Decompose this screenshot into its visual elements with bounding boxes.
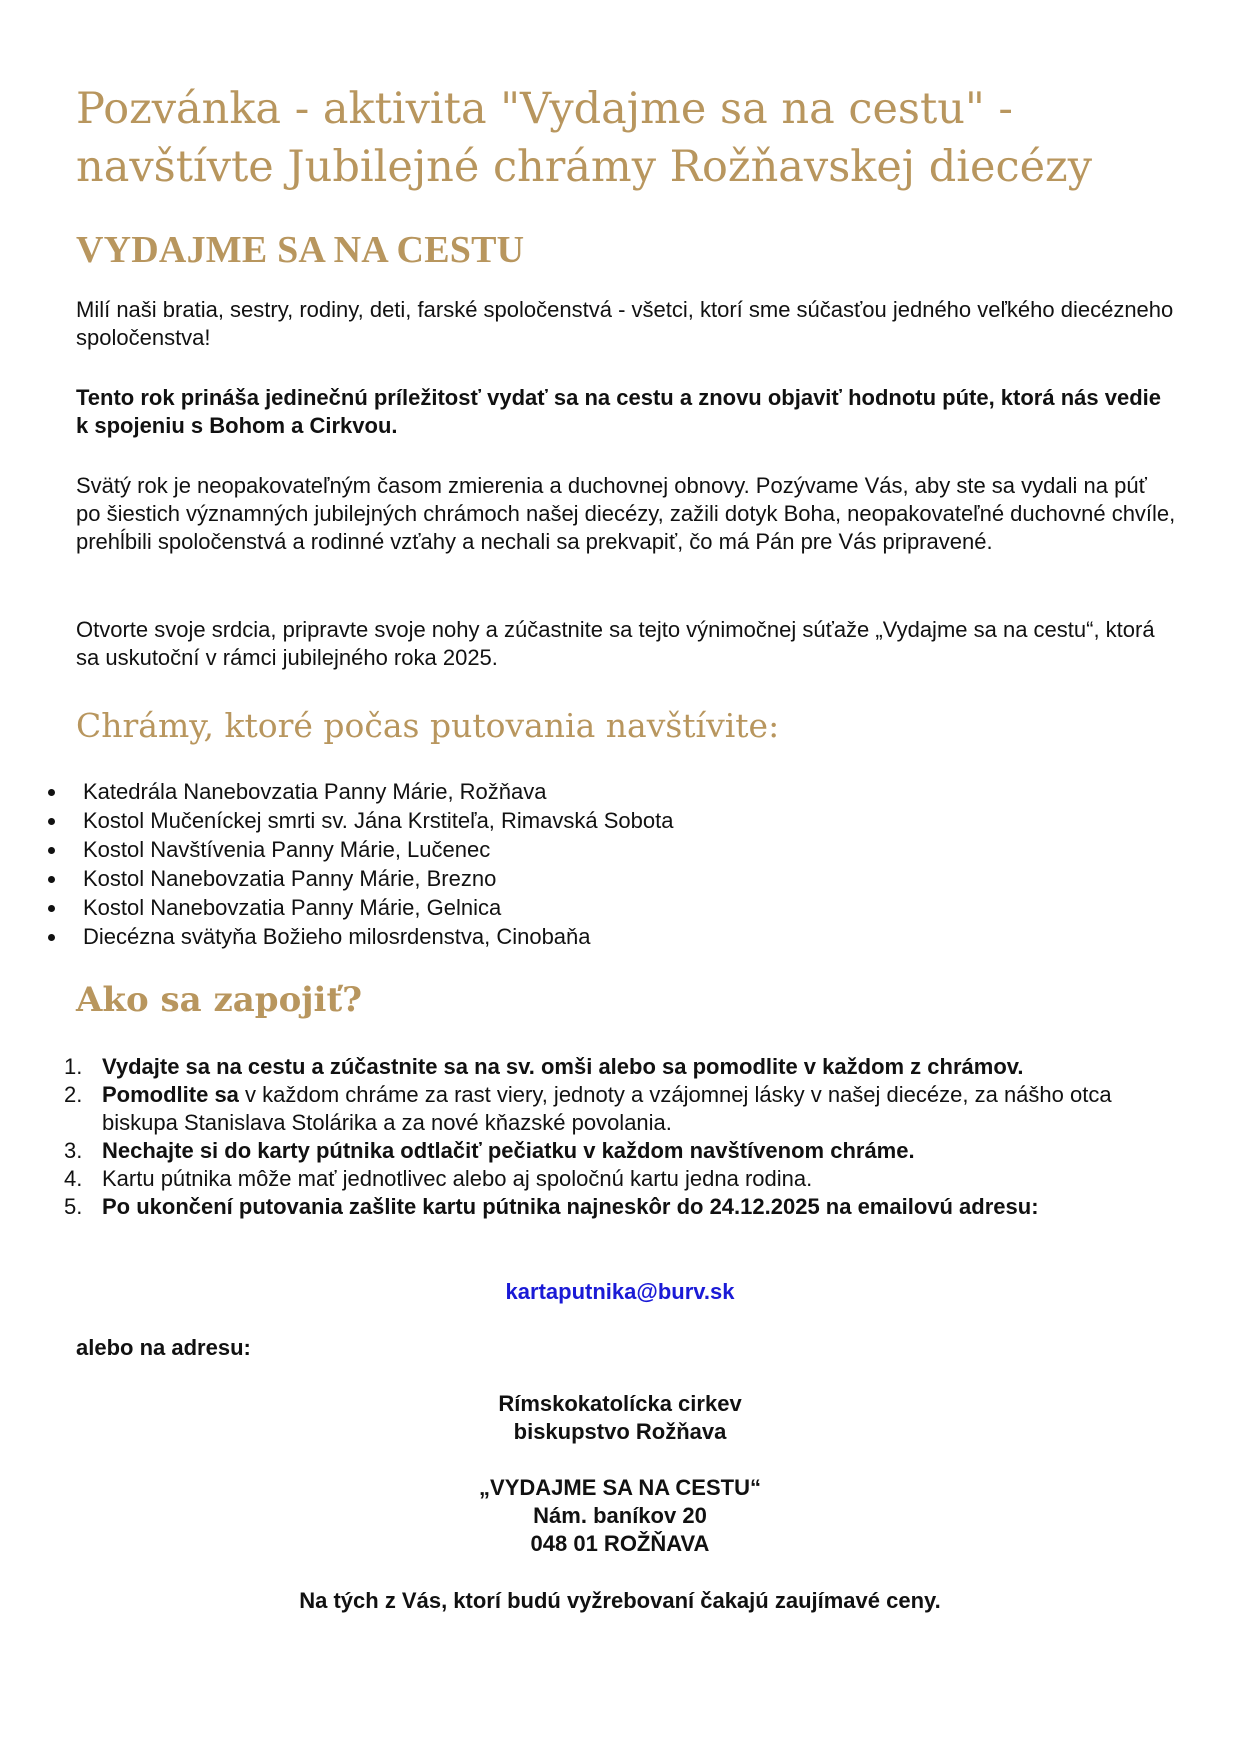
steps-list <box>62 1053 1182 1221</box>
address-line-4: Nám. baníkov 20 <box>533 1503 707 1528</box>
churches-list <box>44 777 673 951</box>
highlight-paragraph: Tento rok prináša jedinečnú príležitosť vydať sa na cestu a znovu objaviť hodnotu púte, ktorá nás vedie k spojeniu s Bohom a Cirkvou. <box>76 385 1161 438</box>
list-item: Katedrála Nanebovzatia Panny Márie, Rožňava <box>44 777 673 806</box>
list-item: Kostol Navštívenia Panny Márie, Lučenec <box>44 835 673 864</box>
bullet-icon <box>48 905 55 912</box>
address-line-2: biskupstvo Rožňava <box>513 1419 727 1444</box>
list-item: Diecézna svätyňa Božieho milosrdenstva, Cinobaňa <box>44 922 673 951</box>
list-item: Kostol Nanebovzatia Panny Márie, Gelnica <box>44 893 673 922</box>
address-line-3: „VYDAJME SA NA CESTU“ <box>479 1475 761 1500</box>
list-item: Kostol Mučeníckej smrti sv. Jána Krstiteľa, Rimavská Sobota <box>44 806 673 835</box>
list-item: 5. Po ukončení putovania zašlite kartu pútnika najneskôr do 24.12.2025 na emailovú adresu: <box>64 1194 1039 1219</box>
title-line-1: Pozvánka - aktivita "Vydajme sa na cestu" - <box>76 84 1013 134</box>
bullet-icon <box>48 847 55 854</box>
or-address-label: alebo na adresu: <box>76 1335 251 1360</box>
open-hearts-paragraph: Otvorte svoje srdcia, pripravte svoje nohy a zúčastnite sa tejto výnimočnej súťaže „Vydajme sa na cestu“, ktorá sa uskutoční v rámci jubilejného roka 2025. <box>76 617 1155 670</box>
holy-year-paragraph: Svätý rok je neopakovateľným časom zmierenia a duchovnej obnovy. Pozývame Vás, aby ste sa vydali na púť po šiestich významných jubilejných chrámoch našej diecézy, zažili dotyk Boha, neopakovateľné duchovné chvíle, prehĺbili spoločenstvá a rodinné vzťahy a nechali sa prekvapiť, čo má Pán pre Vás pripravené. <box>76 473 1176 554</box>
bullet-icon <box>48 876 55 883</box>
list-item: Kostol Nanebovzatia Panny Márie, Brezno <box>44 864 673 893</box>
closing-line: Na tých z Vás, ktorí budú vyžrebovaní čakajú zaujímavé ceny. <box>299 1588 941 1613</box>
how-to-heading: Ako sa zapojiť? <box>76 980 363 1020</box>
intro-paragraph: Milí naši bratia, sestry, rodiny, deti, farské spoločenstvá - všetci, ktorí sme súčasťou jedného veľkého diecézneho spoločenstva! <box>76 297 1174 350</box>
bullet-icon <box>48 789 55 796</box>
bullet-icon <box>48 934 55 941</box>
email-line <box>0 1278 1240 1306</box>
email-link[interactable]: kartaputnika@burv.sk <box>505 1279 735 1304</box>
address-line-1: Rímskokatolícka cirkev <box>498 1391 742 1416</box>
list-item: 1. Vydajte sa na cestu a zúčastnite sa na sv. omši alebo sa pomodlite v každom z chrámov. <box>64 1054 1024 1079</box>
churches-heading: Chrámy, ktoré počas putovania navštívite: <box>76 706 780 745</box>
list-item: 4. Kartu pútnika môže mať jednotlivec alebo aj spoločnú kartu jedna rodina. <box>64 1166 813 1191</box>
title-line-2: navštívte Jubilejné chrámy Rožňavskej diecézy <box>76 142 1092 192</box>
bullet-icon <box>48 818 55 825</box>
main-heading: VYDAJME SA NA CESTU <box>76 229 525 271</box>
document-title <box>76 80 1176 196</box>
address-line-5: 048 01 ROŽŇAVA <box>530 1531 710 1556</box>
list-item: 3. Nechajte si do karty pútnika odtlačiť pečiatku v každom navštívenom chráme. <box>64 1138 915 1163</box>
list-item: 2. Pomodlite sa v každom chráme za rast viery, jednoty a vzájomnej lásky v našej diecéze, za nášho otca biskupa Stanislava Stolárika a za nové kňazské povolania. <box>64 1082 1112 1135</box>
